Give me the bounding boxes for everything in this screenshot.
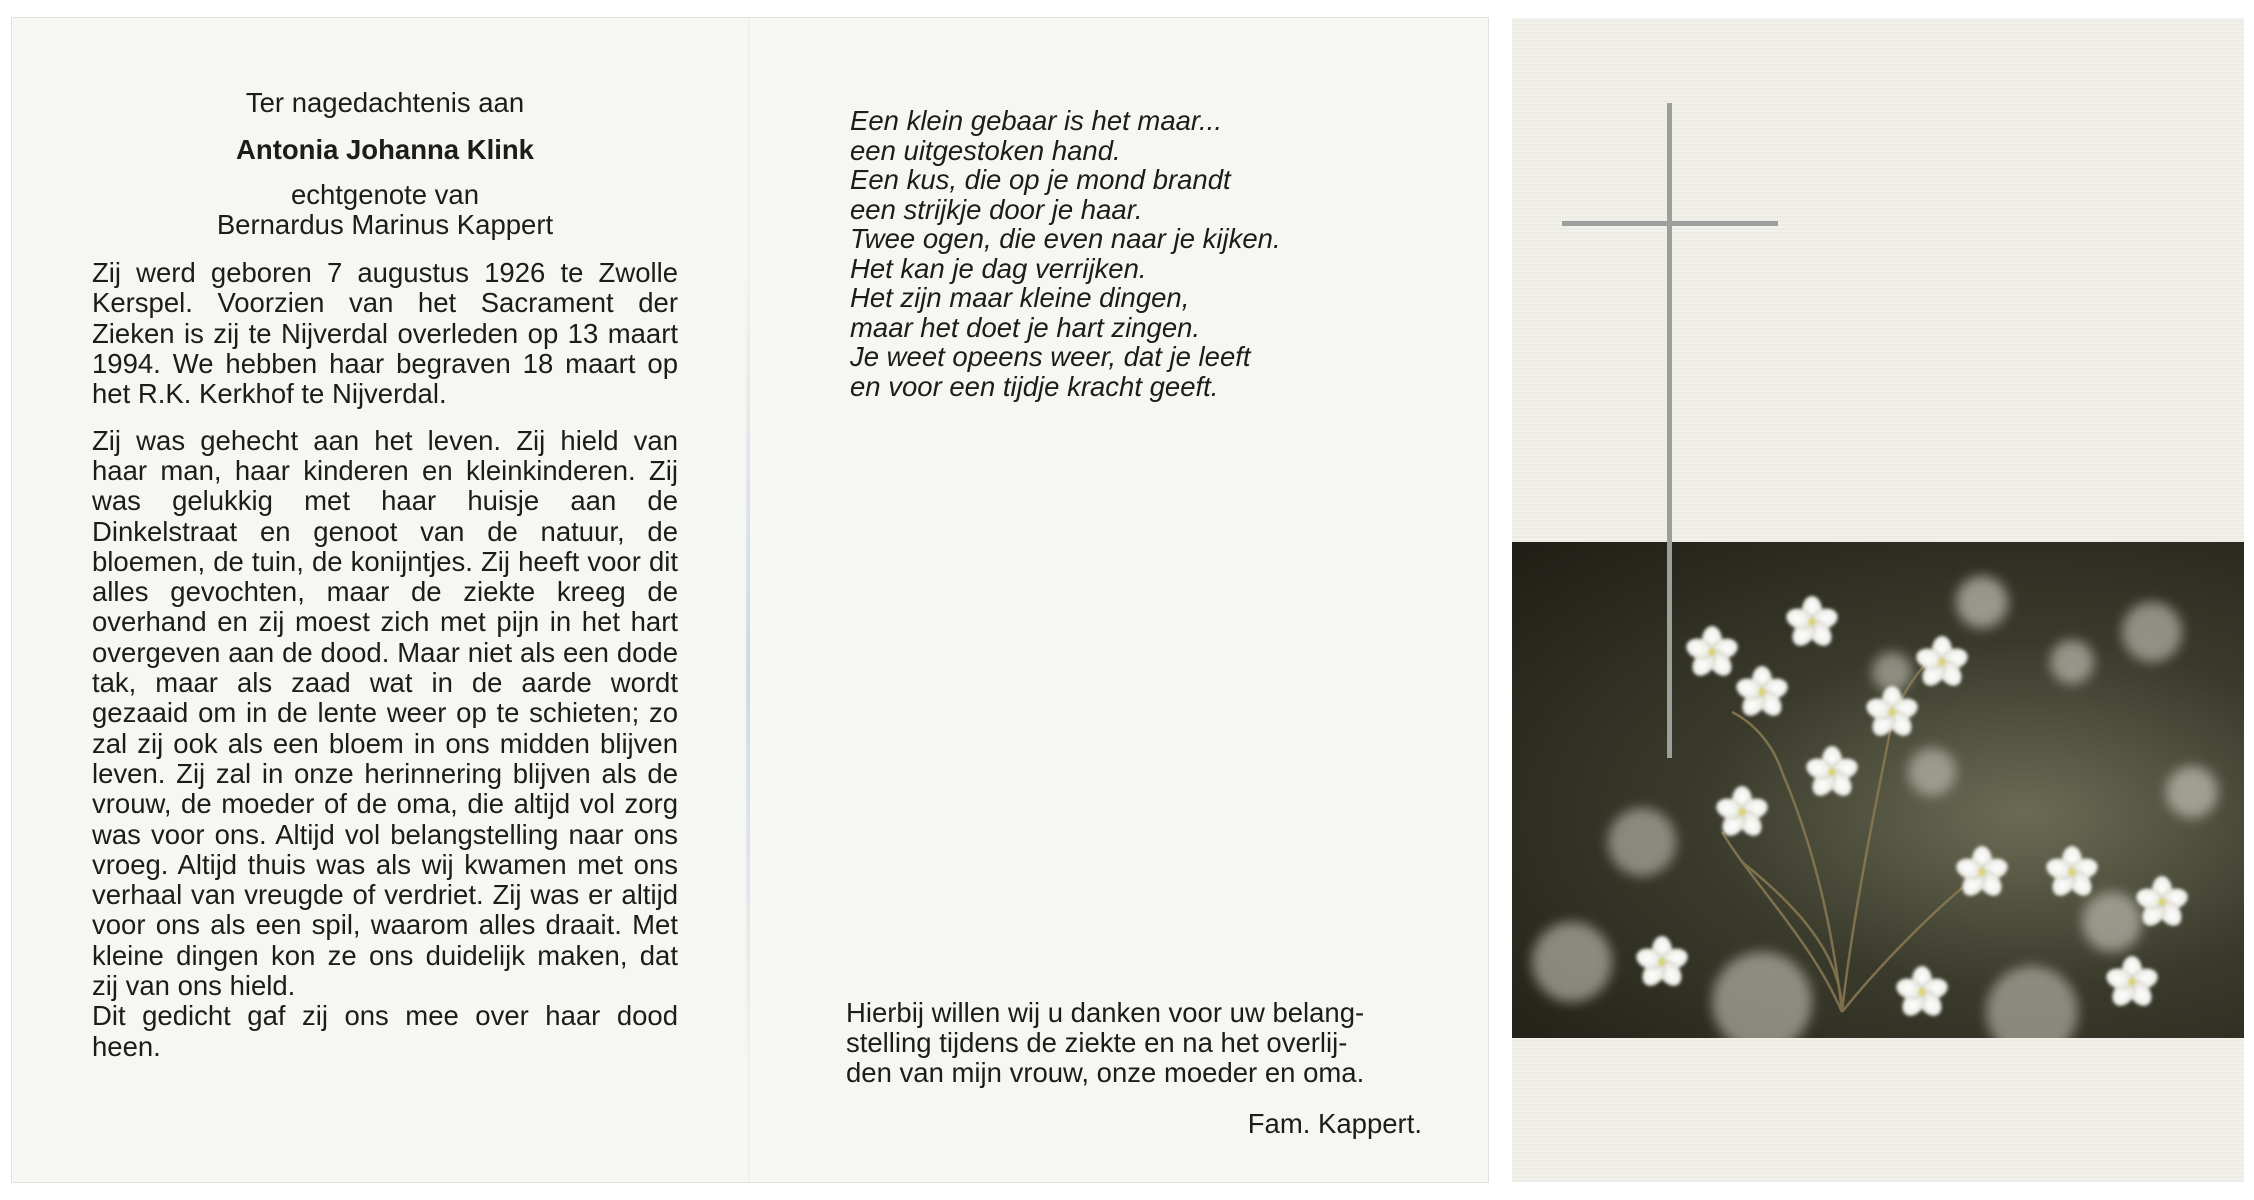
poem-line: en voor een tijdje kracht geeft. xyxy=(850,370,1219,402)
tribute-paragraph: Zij was gehecht aan het leven. Zij hield van haar man, haar kinderen en kleinkinderen. Zij was gelukkig met haar huisje aan de Dinkelstraat en genoot van de natuur, de bloemen, de tuin, de konijntjes. Zij heeft voor dit alles gevochten, maar de ziekte kreeg de overhand en zij moest zich met pijn in het hart overgeven aan de dood. Maar niet als een dode tak, maar als zaad wat in de aarde wordt gezaaid om in de lente weer op te schieten; zo zal zij ook als een bloem in ons midden blijven leven. Zij zal in onze herinnering blijven als de vrouw, de moeder of de oma, die altijd vol zorg was voor ons. Altijd vol belangstelling naar ons vroeg. Altijd thuis was als wij kwamen met ons verhaal van vreugde of verdriet. Zij was er altijd voor ons als een spil, waarom alles draait. Met kleine dingen kon ze ons duidelijk maken, dat zij van ons hield. xyxy=(92,424,678,1002)
poem-line: Het kan je dag verrijken. xyxy=(850,252,1147,284)
cross-horizontal-bar xyxy=(1562,221,1778,226)
flower-photo xyxy=(1512,542,2244,1038)
family-signature: Fam. Kappert. xyxy=(1247,1108,1422,1139)
memorial-text-panel xyxy=(92,88,678,1062)
biography-paragraph: Zij werd geboren 7 augustus 1926 te Zwolle Kerspel. Voorzien van het Sacrament der Zieken is zij te Nijverdal overleden op 13 maart 1994. We hebben haar begraven 18 maart op het R.K. Kerkhof te Nijverdal. xyxy=(92,257,678,410)
white-flowers-image xyxy=(1512,542,2244,1038)
poem-line: Een kus, die op je mond brandt xyxy=(850,164,1231,195)
poem xyxy=(850,106,1410,401)
intro-line: Ter nagedachtenis aan xyxy=(245,87,525,118)
thanks-line: Hierbij willen wij u danken voor uw belang- xyxy=(846,997,1365,1028)
poem-line: Het zijn maar kleine dingen, xyxy=(850,282,1190,313)
poem-line: Een klein gebaar is het maar... xyxy=(850,105,1222,136)
spouse-name: Bernardus Marinus Kappert xyxy=(216,208,554,240)
card-fold-edge xyxy=(746,278,750,1058)
deceased-name: Antonia Johanna Klink xyxy=(236,134,534,166)
poem-line: maar het doet je hart zingen. xyxy=(850,311,1201,343)
poem-line: een strijkje door je haar. xyxy=(850,193,1143,225)
poem-line: een uitgestoken hand. xyxy=(850,134,1121,166)
poem-line: Twee ogen, die even naar je kijken. xyxy=(850,223,1281,254)
poem-intro-paragraph: Dit gedicht gaf zij ons mee over haar dood heen. xyxy=(92,1000,678,1062)
spouse-label: echtgenote van xyxy=(290,178,480,210)
thanks-line: stelling tijdens de ziekte en na het overlij- xyxy=(846,1026,1348,1058)
poem-line: Je weet opeens weer, dat je leeft xyxy=(850,341,1251,372)
cross-vertical-bar xyxy=(1667,103,1672,758)
front-cover xyxy=(1512,18,2244,1182)
inner-card xyxy=(12,18,1488,1182)
thanks-line: den van mijn vrouw, onze moeder en oma. xyxy=(846,1056,1365,1088)
thanks-text xyxy=(846,998,1422,1087)
